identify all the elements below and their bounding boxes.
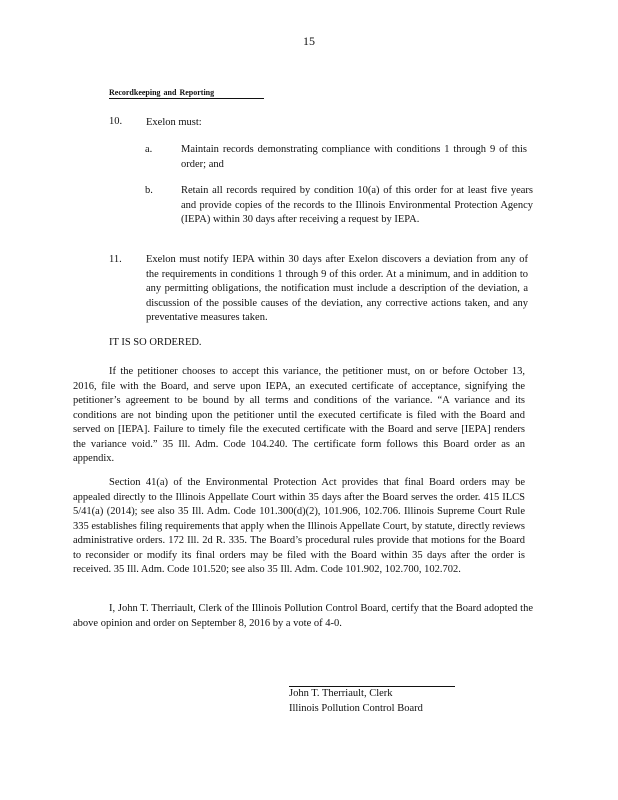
appeal-paragraph: Section 41(a) of the Environmental Protection Act provides that final Board orders may be appealed directly to the Illinois Appellate Court within 35 days after the Board serves the order. 415 ILCS 5/41(a) (2014); see also 35 Ill. Adm. Code 101.300(d)(2), 101.906, 102.706. Illinois Supreme Court Rule 335 establishes filing requirements that apply when the Illinois Appellate Court, by statute, directly reviews administrative orders. 172 Ill. 2d R. 335. The Board’s procedural rules provide that motions for the Board to reconsider or modify its final orders may be filed with the Board within 35 days after the order is received. 35 Ill. Adm. Code 101.520; see also 35 Ill. Adm. Code 101.902, 102.700, 102.702.: [73, 477, 525, 575]
signature-organization: Illinois Pollution Control Board: [289, 703, 423, 714]
item-10a-label: a.: [145, 144, 153, 155]
section-heading: Recordkeeping and Reporting: [109, 88, 264, 99]
so-ordered: IT IS SO ORDERED.: [109, 337, 202, 348]
page-number: 15: [303, 34, 315, 48]
item-11-number: 11.: [109, 254, 122, 265]
item-10a-text: Maintain records demonstrating compliance with conditions 1 through 9 of this order; and: [181, 144, 527, 170]
signature-line: [289, 686, 455, 687]
item-10b-label: b.: [145, 185, 153, 196]
certification-paragraph: I, John T. Therriault, Clerk of the Illinois Pollution Control Board, certify that the Board adopted the above opinion and order on September 8, 2016 by a vote of 4-0.: [73, 603, 533, 629]
acceptance-paragraph: If the petitioner chooses to accept this variance, the petitioner must, on or before October 13, 2016, file with the Board, and serve upon IEPA, an executed certificate of acceptance, signifying the petitioner’s agreement to be bound by all terms and conditions of the variance. “A variance and its conditions are not binding upon the petitioner until the executed certificate is filed with the Board and served on [IEPA]. Failure to timely file the executed certificate with the Board and serve [IEPA] renders the variance void.” 35 Ill. Adm. Code 104.240. The certificate form follows this Board order as an appendix.: [73, 366, 525, 464]
item-10b-text: Retain all records required by condition 10(a) of this order for at least five years and provide copies of the records to the Illinois Environmental Protection Agency (IEPA) within 30 days after receiving a request by IEPA.: [181, 185, 533, 225]
item-10-intro: Exelon must:: [146, 117, 202, 128]
item-11-text: Exelon must notify IEPA within 30 days after Exelon discovers a deviation from any of the requirements in conditions 1 through 9 of this order. At a minimum, and in addition to any permitting obligations, the notification must include a description of the deviation, a discussion of the possible causes of the deviation, any corrective actions taken, and any preventative measures taken.: [146, 254, 528, 323]
signature-name: John T. Therriault, Clerk: [289, 688, 393, 699]
item-10-number: 10.: [109, 116, 123, 127]
